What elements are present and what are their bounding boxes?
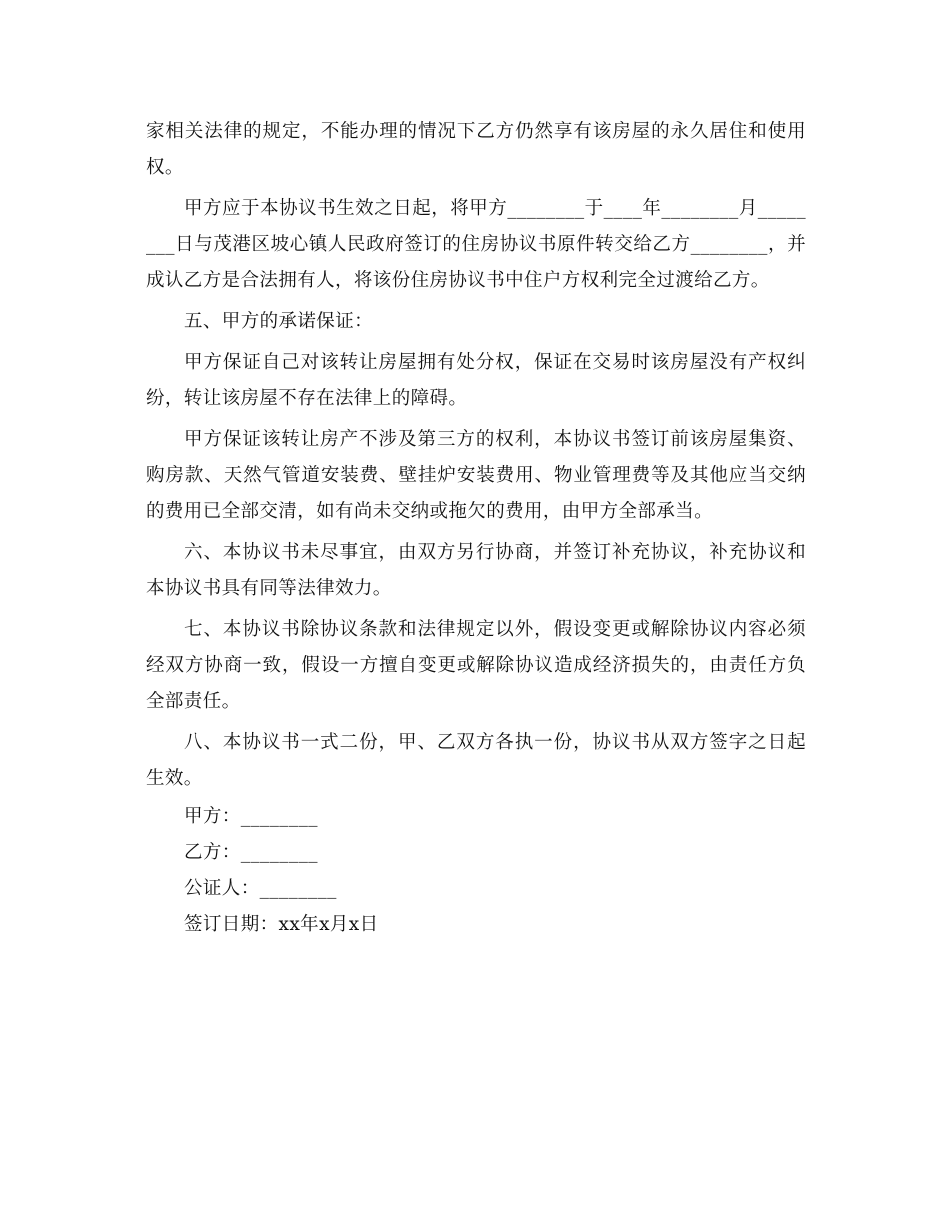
signature-party-b: 乙方：________ <box>184 842 318 863</box>
section-eight: 八、本协议书一式二份，甲、乙双方各执一份，协议书从双方签字之日起生效。 <box>146 732 806 789</box>
signing-date: 签订日期：xx年x月x日 <box>184 914 379 935</box>
paragraph-continuation: 家相关法律的规定，不能办理的情况下乙方仍然享有该房屋的永久居住和使用权。 <box>146 121 806 178</box>
signature-notary: 公证人：________ <box>184 878 337 899</box>
document-body <box>146 114 806 946</box>
paragraph-disposal-right: 甲方保证自己对该转让房屋拥有处分权，保证在交易时该房屋没有产权纠纷，转让该房屋不存在法律上的障碍。 <box>146 352 806 409</box>
paragraph-fees-guarantee: 甲方保证该转让房产不涉及第三方的权利，本协议书签订前该房屋集资、购房款、天然气管道安装费、壁挂炉安装费用、物业管理费等及其他应当交纳的费用已全部交清，如有尚未交纳或拖欠的费用，由甲方全部承当。 <box>146 429 806 522</box>
paragraph-transfer-agreement: 甲方应于本协议书生效之日起，将甲方________于____年________月________日与茂港区坡心镇人民政府签订的住房协议书原件转交给乙方________，并成认乙方是合法拥有人，将该份住房协议书中住户方权利完全过渡给乙方。 <box>146 198 806 291</box>
section-seven: 七、本协议书除协议条款和法律规定以外，假设变更或解除协议内容必须经双方协商一致，假设一方擅自变更或解除协议造成经济损失的，由责任方负全部责任。 <box>146 619 806 712</box>
section-six: 六、本协议书未尽事宜，由双方另行协商，并签订补充协议，补充协议和本协议书具有同等法律效力。 <box>146 542 806 599</box>
signature-party-a: 甲方：________ <box>184 806 318 827</box>
section-heading-five: 五、甲方的承诺保证： <box>184 311 374 332</box>
